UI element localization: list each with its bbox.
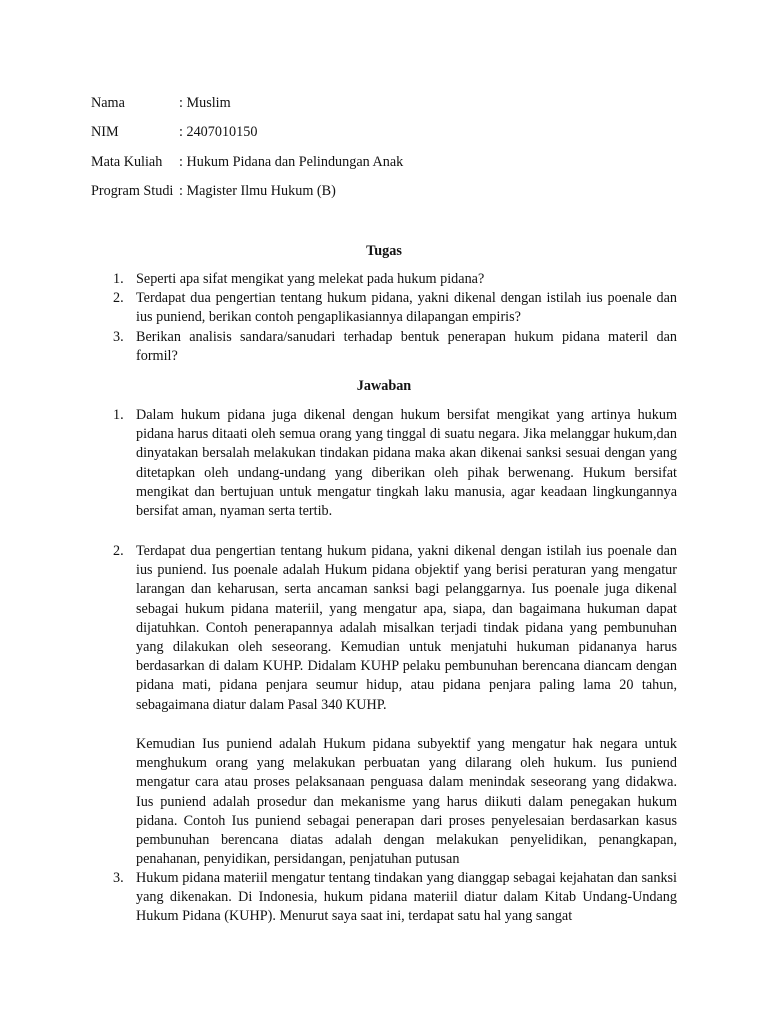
task-number: 3. bbox=[113, 328, 124, 345]
task-text: Berikan analisis sandara/sanudari terhadap bentuk penerapan hukum pidana materil dan formil? bbox=[136, 328, 677, 364]
info-value: : Magister Ilmu Hukum (B) bbox=[179, 183, 336, 199]
answer-text: Terdapat dua pengertian tentang hukum pidana, yakni dikenal dengan istilah ius poenale dan ius puniend. Ius poenale adalah Hukum pidana objektif yang berisi peraturan yang mengatur larangan dan keharusan, serta ancaman sanksi bagi pelanggarnya. Ius poenale juga dikenal sebagai hukum pidana materiil, yang mengatur apa, siapa, dan bagaimana hukuman dapat dijatuhkan. Contoh penerapannya adalah misalkan terjadi tindak pidana yang pembunuhan yang dilakukan oleh seseorang. Kemudian untuk menjatuhi hukuman pidananya harus berdasarkan di dalam KUHP. Didalam KUHP pelaku pembunuhan berencana diancam dengan pidana mati, pidana penjara seumur hidup, atau pidana penjara paling lama 20 tahun, sebagaimana diatur dalam Pasal 340 KUHP. bbox=[136, 543, 677, 713]
answer-number: 2. bbox=[113, 543, 124, 559]
answer-text: Hukum pidana materiil mengatur tentang tindakan yang dianggap sebagai kejahatan dan sanksi yang dikenakan. Di Indonesia, hukum pidana materiil diatur dalam Kitab Undang-Undang Hukum Pidana (KUHP). Menurut saya saat ini, terdapat satu hal yang sangat bbox=[136, 870, 677, 925]
task-number: 1. bbox=[113, 271, 124, 287]
task-text: Seperti apa sifat mengikat yang melekat pada hukum pidana? bbox=[136, 271, 485, 287]
tasks-heading: Tugas bbox=[366, 243, 402, 259]
answer-item bbox=[108, 406, 677, 521]
info-label: Mata Kuliah bbox=[91, 154, 163, 170]
answer-2-continuation: Kemudian Ius puniend adalah Hukum pidana subyektif yang mengatur hak negara untuk menghukum orang yang melakukan perbuatan yang dilarang oleh hukum. Ius puniend mengatur cara atau proses pelaksanaan penguasa dalam menindak seseorang yang didakwa. Ius puniend adalah prosedur dan mekanisme yang harus diikuti dalam penegakan hukum pidana. Contoh Ius puniend sebagai penerapan dari proses penyelesaian berdasarkan kasus pembunuhan berencana diatas adalah dengan melakukan penyelidikan, penangkapan, penahanan, penyidikan, persidangan, penjatuhan putusan bbox=[136, 736, 677, 868]
info-label: Nama bbox=[91, 95, 125, 111]
info-row-mata-kuliah bbox=[91, 153, 403, 172]
info-row-nim bbox=[91, 123, 257, 142]
answer-2 bbox=[108, 542, 677, 715]
task-item bbox=[108, 270, 677, 289]
answer-item bbox=[108, 869, 677, 927]
task-item bbox=[108, 328, 677, 366]
tasks-list bbox=[108, 270, 677, 366]
answer-item bbox=[108, 542, 677, 715]
answer-text: Dalam hukum pidana juga dikenal dengan hukum bersifat mengikat yang artinya hukum pidana harus ditaati oleh semua orang yang tinggal di suatu negara. Jika melanggar hukum,dan dinyatakan bersalah melakukan tindakan pidana maka akan dikenai sanksi sesuai dengan yang ditetapkan oleh undang-undang yang diberikan oleh pihak berwenang. Hukum bersifat mengikat dan bertujuan untuk mengatur tingkah laku manusia, agar keadaan lingkungannya bersifat aman, nyaman serta tertib. bbox=[136, 407, 677, 520]
info-label: NIM bbox=[91, 124, 119, 140]
answer-1 bbox=[108, 406, 677, 521]
answer-number: 1. bbox=[113, 407, 124, 423]
info-row-program-studi bbox=[91, 182, 336, 201]
task-item bbox=[108, 289, 677, 327]
answer-number: 3. bbox=[113, 870, 124, 886]
answer-3 bbox=[108, 869, 677, 927]
task-number: 2. bbox=[113, 290, 124, 307]
info-label: Program Studi bbox=[91, 183, 174, 199]
info-row-nama bbox=[91, 94, 231, 113]
info-value: : Muslim bbox=[179, 95, 231, 111]
answers-heading: Jawaban bbox=[356, 378, 412, 394]
info-value: : 2407010150 bbox=[179, 124, 258, 140]
info-value: : Hukum Pidana dan Pelindungan Anak bbox=[179, 154, 404, 170]
task-text: Terdapat dua pengertian tentang hukum pidana, yakni dikenal dengan istilah ius poenale dan ius puniend, berikan contoh pengaplikasiannya dilapangan empiris? bbox=[136, 290, 677, 326]
